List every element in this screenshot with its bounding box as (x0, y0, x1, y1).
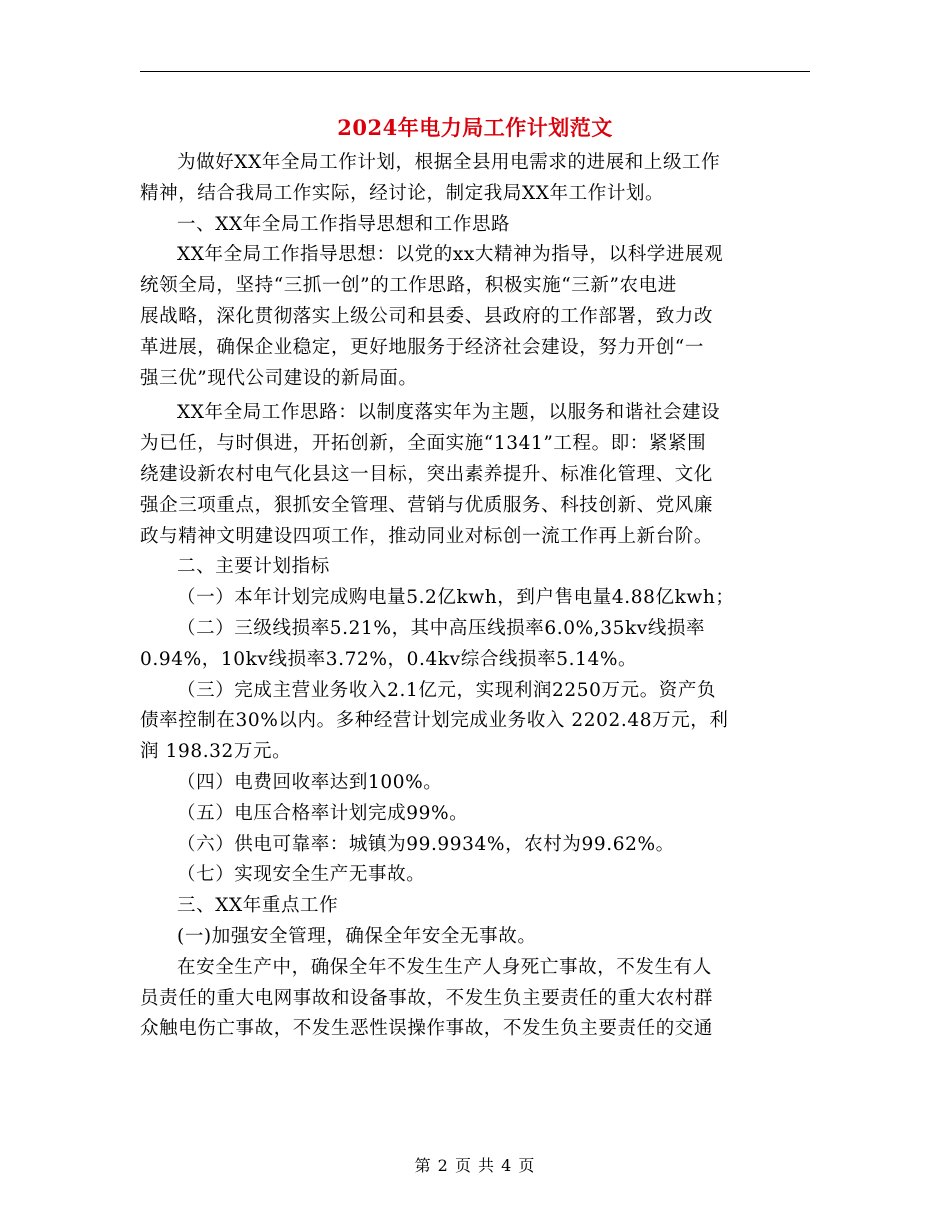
header-rule (140, 71, 810, 72)
text-line: 三、XX年重点工作 (177, 895, 339, 917)
text-line: 为已任，与时俱进，开拓创新，全面实施“1341”工程。即：紧紧围 (140, 433, 707, 455)
text-line: （七）实现安全生产无事故。 (177, 864, 426, 886)
document-title: 2024年电力局工作计划范文 (337, 115, 613, 140)
text-line: （五）电压合格率计划完成99%。 (177, 802, 469, 824)
text-line: 员责任的重大电网事故和设备事故，不发生负主要责任的重大农村群 (140, 987, 714, 1009)
text-line: XX年全局工作指导思想：以党的xx大精神为指导，以科学进展观 (177, 244, 724, 266)
text-line: 政与精神文明建设四项工作，推动同业对标创一流工作再上新台阶。 (140, 525, 714, 547)
text-line: 绕建设新农村电气化县这一目标，突出素养提升、标准化管理、文化 (140, 463, 714, 485)
text-line: 在安全生产中，确保全年不发生生产人身死亡事故，不发生有人 (177, 956, 712, 978)
text-line: 统领全局，坚持“三抓一创”的工作思路，积极实施“三新”农电进 (140, 275, 677, 297)
text-line: 0.94%，10kv线损率3.72%，0.4kv综合线损率5.14%。 (140, 648, 638, 670)
text-line: 润 198.32万元。 (140, 741, 292, 763)
text-line: （三）完成主营业务收入2.1亿元，实现利润2250万元。资产负 (177, 679, 717, 701)
text-line: 革进展，确保企业稳定，更好地服务于经济社会建设，努力开创“一 (140, 336, 704, 358)
text-line: 强企三项重点，狠抓安全管理、营销与优质服务、科技创新、党风廉 (140, 494, 714, 516)
text-line: 众触电伤亡事故，不发生恶性误操作事故，不发生负主要责任的交通 (140, 1018, 714, 1040)
text-line: 债率控制在30%以内。多种经营计划完成业务收入 2202.48万元，利 (140, 710, 729, 732)
text-line: （二）三级线损率5.21%，其中高压线损率6.0%,35kv线损率 (177, 617, 706, 639)
text-line: XX年全局工作思路：以制度落实年为主题，以服务和谐社会建设 (177, 402, 721, 424)
text-line: 精神，结合我局工作实际，经讨论，制定我局XX年工作计划。 (140, 182, 665, 204)
text-line: 一、XX年全局工作指导思想和工作思路 (177, 213, 511, 235)
page-footer: 第 2 页 共 4 页 (414, 1156, 536, 1175)
text-line: 为做好XX年全局工作计划，根据全县用电需求的进展和上级工作 (177, 152, 721, 173)
text-line: 展战略，深化贯彻落实上级公司和县委、县政府的工作部署，致力改 (140, 305, 714, 327)
text-line: 二、主要计划指标 (177, 556, 330, 578)
text-line: （四）电费回收率达到100%。 (177, 771, 443, 793)
text-line: 强三优”现代公司建设的新局面。 (140, 367, 418, 389)
text-line: （六）供电可靠率：城镇为99.9934%，农村为99.62%。 (177, 833, 675, 855)
text-line: (一)加强安全管理，确保全年安全无事故。 (177, 925, 537, 947)
text-line: （一）本年计划完成购电量5.2亿kwh，到户售电量4.88亿kwh； (177, 587, 735, 609)
document-body (140, 148, 812, 1045)
